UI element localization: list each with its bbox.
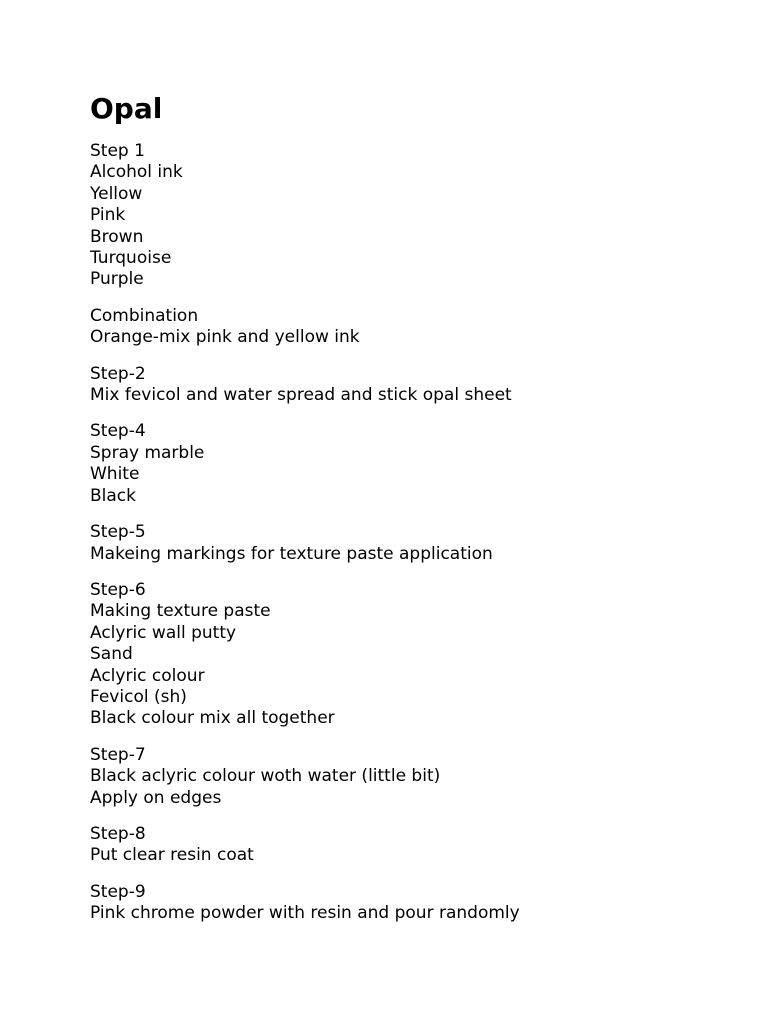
text-line: Spray marble <box>90 442 205 463</box>
section-heading: Step-9 <box>90 881 146 902</box>
text-line: Apply on edges <box>90 787 222 808</box>
text-line: Fevicol (sh) <box>90 686 187 707</box>
text-line: Black aclyric colour woth water (little bit) <box>90 766 441 787</box>
text-section <box>90 824 730 867</box>
text-section <box>90 882 730 925</box>
text-line: Sand <box>90 644 133 665</box>
text-line: Mix fevicol and water spread and stick opal sheet <box>90 385 512 406</box>
section-heading: Step-2 <box>90 363 146 384</box>
text-line: Orange-mix pink and yellow ink <box>90 327 360 348</box>
section-heading: Step-8 <box>90 823 146 844</box>
text-line: Put clear resin coat <box>90 845 254 866</box>
text-line: Purple <box>90 269 144 290</box>
text-line: Black <box>90 485 136 506</box>
text-line: Alcohol ink <box>90 162 183 183</box>
text-line: Turquoise <box>90 248 172 269</box>
document-title: Opal <box>90 92 163 125</box>
text-line: Yellow <box>90 183 143 204</box>
section-heading: Step-4 <box>90 421 146 442</box>
section-heading: Step-5 <box>90 522 146 543</box>
section-heading: Step-7 <box>90 744 146 765</box>
section-heading: Step 1 <box>90 141 145 161</box>
text-section <box>90 522 730 565</box>
text-line: Aclyric colour <box>90 665 205 686</box>
text-section <box>90 364 730 407</box>
text-line: Pink chrome powder with resin and pour randomly <box>90 903 520 924</box>
text-line: Brown <box>90 226 144 247</box>
text-line: Makeing markings for texture paste application <box>90 543 493 564</box>
text-section <box>90 141 730 291</box>
document-body <box>90 141 730 925</box>
document-page <box>90 92 730 940</box>
text-section <box>90 580 730 730</box>
text-line: Black colour mix all together <box>90 708 335 729</box>
text-section <box>90 421 730 507</box>
text-line: Pink <box>90 205 126 226</box>
section-heading: Combination <box>90 305 199 326</box>
text-line: Making texture paste <box>90 601 271 622</box>
text-section <box>90 745 730 809</box>
text-section <box>90 306 730 349</box>
section-heading: Step-6 <box>90 579 146 600</box>
text-line: White <box>90 464 140 485</box>
text-line: Aclyric wall putty <box>90 622 237 643</box>
